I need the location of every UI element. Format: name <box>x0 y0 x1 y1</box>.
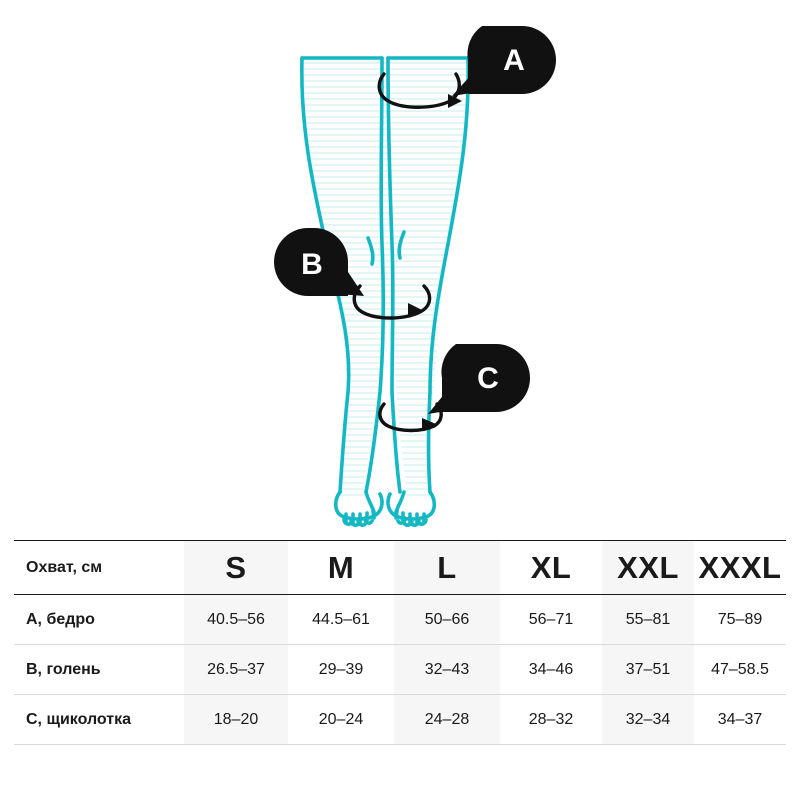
cell-ankle-xxl: 32–34 <box>602 695 694 745</box>
row-label-calf: B, голень <box>14 645 184 695</box>
callout-b-letter: B <box>301 248 323 281</box>
cell-calf-l: 32–43 <box>394 645 500 695</box>
cell-thigh-m: 44.5–61 <box>288 595 394 645</box>
callout-c-letter: C <box>477 362 499 395</box>
cell-calf-m: 29–39 <box>288 645 394 695</box>
cell-ankle-xxxl: 34–37 <box>694 695 786 745</box>
table-header-label: Охват, см <box>14 541 184 595</box>
table-row <box>14 645 786 695</box>
column-header-l: L <box>394 541 500 595</box>
callout-c <box>428 344 530 414</box>
cell-ankle-l: 24–28 <box>394 695 500 745</box>
row-label-thigh: A, бедро <box>14 595 184 645</box>
column-header-m: M <box>288 541 394 595</box>
cell-calf-xl: 34–46 <box>500 645 602 695</box>
size-table-wrap <box>14 540 786 745</box>
cell-calf-xxl: 37–51 <box>602 645 694 695</box>
table-row <box>14 595 786 645</box>
callout-a-letter: A <box>503 44 525 77</box>
size-table <box>14 540 786 745</box>
cell-thigh-s: 40.5–56 <box>184 595 288 645</box>
cell-thigh-xl: 56–71 <box>500 595 602 645</box>
cell-ankle-xl: 28–32 <box>500 695 602 745</box>
table-row <box>14 695 786 745</box>
cell-calf-xxxl: 47–58.5 <box>694 645 786 695</box>
cell-thigh-xxl: 55–81 <box>602 595 694 645</box>
cell-ankle-m: 20–24 <box>288 695 394 745</box>
cell-calf-s: 26.5–37 <box>184 645 288 695</box>
table-header-row <box>14 541 786 595</box>
row-label-ankle: C, щиколотка <box>14 695 184 745</box>
column-header-s: S <box>184 541 288 595</box>
cell-thigh-xxxl: 75–89 <box>694 595 786 645</box>
column-header-xl: XL <box>500 541 602 595</box>
column-header-xxxl: XXXL <box>694 541 786 595</box>
cell-ankle-s: 18–20 <box>184 695 288 745</box>
cell-thigh-l: 50–66 <box>394 595 500 645</box>
column-header-xxl: XXL <box>602 541 694 595</box>
